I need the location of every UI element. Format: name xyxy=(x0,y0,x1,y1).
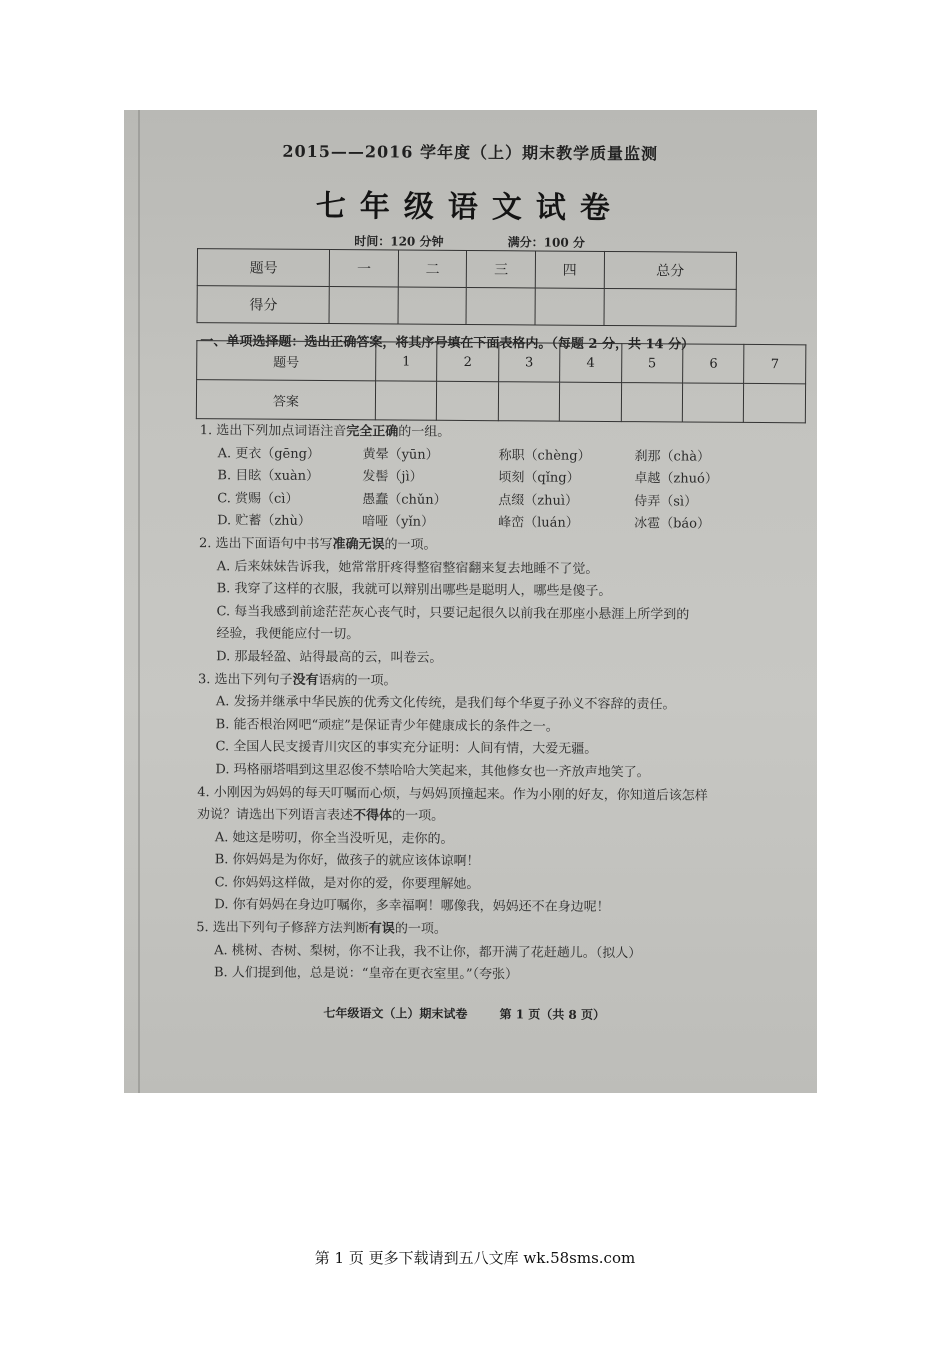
score-cell: 题号 xyxy=(197,249,330,287)
answer-blank xyxy=(560,382,622,421)
answer-blank xyxy=(682,383,744,422)
score-blank xyxy=(604,288,737,326)
answer-cell: 题号 xyxy=(197,341,376,381)
answer-table-header-row xyxy=(197,341,806,384)
score-blank xyxy=(329,287,398,324)
option-a: A. 后来妹妹告诉我，她常常肝疼得整宿整宿翻来复去地睡不了觉。 xyxy=(216,558,599,577)
page-footer: 第 1 页 更多下载请到五八文库 wk.58sms.com xyxy=(314,1249,636,1267)
exam-title: 七年级语文试卷 xyxy=(315,188,624,227)
exam-full-score: 满分：100 分 xyxy=(507,235,585,250)
phonetic-item: 刹那（chà） xyxy=(634,448,711,465)
answer-blank xyxy=(437,381,499,420)
answer-cell: 答案 xyxy=(196,380,375,420)
score-table xyxy=(197,248,738,327)
phonetic-item: 愚蠢（chǔn） xyxy=(362,492,447,508)
section1-heading: 一、单项选择题：选出正确答案，将其序号填在下面表格内。（每题 2 分，共 14 分） xyxy=(200,334,695,353)
question-text: 1. 选出下列加点词语注音 xyxy=(199,423,347,440)
option-c: C. 每当我感到前途茫茫灰心丧气时，只要记起很久以前我在那座小悬涯上所学到的 xyxy=(216,603,690,623)
questions xyxy=(196,420,810,989)
phonetic-item: C. 赏赐（cì） xyxy=(217,491,299,507)
score-table-score-row xyxy=(197,286,736,327)
answer-cell: 7 xyxy=(744,344,806,383)
question-emphasis: 没有 xyxy=(292,672,319,688)
question-text: 5. 选出下列句子修辞方法判断 xyxy=(196,920,369,937)
score-blank xyxy=(398,287,467,324)
question-text: 的一项。 xyxy=(384,537,437,553)
question-text: 的一项。 xyxy=(392,808,445,824)
option-d: D. 你有妈妈在身边叮嘱你，多幸福啊！哪像我，妈妈还不在身边呢！ xyxy=(214,897,610,916)
paper-footer-page: 第 1 页（共 8 页） xyxy=(499,1007,606,1022)
phonetic-item: 称职（chèng） xyxy=(498,447,591,464)
score-blank xyxy=(466,287,535,324)
answer-table-answer-row xyxy=(196,380,805,423)
phonetic-item: 点缀（zhuì） xyxy=(498,492,579,509)
answer-cell: 5 xyxy=(621,344,683,383)
option-a: A. 她这是唠叨，你全当没听见，走你的。 xyxy=(214,829,454,847)
score-cell: 一 xyxy=(330,250,399,287)
paper-footer-title: 七年级语文（上）期末试卷 xyxy=(323,1005,468,1022)
option-b: B. 能否根治网吧“顽症”是保证青少年健康成长的条件之一。 xyxy=(215,716,559,735)
question-text: 的一组。 xyxy=(398,424,451,440)
answer-cell: 3 xyxy=(498,343,560,382)
phonetic-item: 冰雹（báo） xyxy=(634,516,711,533)
score-cell: 四 xyxy=(535,251,604,288)
question-text: 语病的一项。 xyxy=(318,672,397,689)
score-cell: 得分 xyxy=(197,286,330,324)
question-text: 劝说？请选出下列语言表述 xyxy=(197,807,354,824)
question-text: 3. 选出下列句子 xyxy=(197,671,293,688)
question-text: 的一项。 xyxy=(394,921,447,937)
question-text: 2. 选出下面语句中书写 xyxy=(198,536,333,553)
phonetic-item: A. 更衣（gēng） xyxy=(217,445,321,462)
exam-header: 2015——2016 学年度（上）期末教学质量监测 xyxy=(282,141,659,164)
answer-blank xyxy=(375,381,437,420)
score-cell: 三 xyxy=(467,250,536,287)
exam-photo xyxy=(124,110,817,1093)
phonetic-item: D. 贮蓄（zhù） xyxy=(217,513,312,530)
paper-footer xyxy=(124,1003,811,1025)
question-emphasis: 有误 xyxy=(368,921,395,937)
option-c-cont: 经验，我便能应付一切。 xyxy=(216,626,360,643)
score-blank xyxy=(535,288,604,325)
phonetic-item: 卓越（zhuó） xyxy=(634,471,718,487)
phonetic-item: 顷刻（qǐng） xyxy=(498,470,580,486)
score-cell: 二 xyxy=(398,250,467,287)
option-c: C. 你妈妈这样做，是对你的爱，你要理解她。 xyxy=(214,875,480,892)
exam-time: 时间：120 分钟 xyxy=(354,234,444,249)
question-emphasis: 完全正确 xyxy=(346,424,399,440)
phonetic-item: 峰峦（luán） xyxy=(498,515,579,532)
answer-cell: 6 xyxy=(683,344,745,383)
answer-cell: 2 xyxy=(437,342,499,381)
answer-blank xyxy=(744,383,806,422)
option-d: D. 那最轻盈、站得最高的云，叫卷云。 xyxy=(216,649,443,666)
question-4: 4. 小刚因为妈妈的每天叮嘱而心烦，与妈妈顶撞起来。作为小刚的好友，你知道后该怎样 xyxy=(197,784,708,804)
question-emphasis: 不得体 xyxy=(353,808,393,824)
option-b: B. 你妈妈是为你好，做孩子的就应该体谅啊！ xyxy=(214,852,480,870)
exam-paper xyxy=(124,110,817,1093)
answer-cell: 1 xyxy=(375,342,437,381)
answer-blank xyxy=(621,383,683,422)
option-b: B. 人们提到他，总是说：“皇帝在更衣室里。”（夸张） xyxy=(213,965,519,983)
phonetic-item: B. 目眩（xuàn） xyxy=(217,468,320,485)
option-a: A. 桃树、杏树、梨树，你不让我，我不让你，都开满了花赶趟儿。（拟人） xyxy=(214,942,642,961)
phonetic-item: 黄晕（yūn） xyxy=(362,446,439,463)
score-table-header-row xyxy=(197,249,736,290)
answer-cell: 4 xyxy=(560,343,622,382)
option-b: B. 我穿了这样的衣服，我就可以辩别出哪些是聪明人，哪些是傻子。 xyxy=(216,581,612,600)
phonetic-item: 侍弄（sì） xyxy=(634,493,698,510)
answer-table xyxy=(196,340,807,423)
answer-blank xyxy=(498,382,560,421)
option-a: A. 发扬并继承中华民族的优秀文化传统，是我们每个华夏子孙义不容辞的责任。 xyxy=(215,694,676,713)
score-cell: 总分 xyxy=(604,251,737,289)
question-emphasis: 准确无误 xyxy=(332,537,385,553)
option-c: C. 全国人民支援青川灾区的事实充分证明：人间有情，大爱无疆。 xyxy=(215,739,598,758)
option-d: D. 玛格丽塔唱到这里忍俊不禁哈哈大笑起来，其他修女也一齐放声地笑了。 xyxy=(215,762,650,781)
phonetic-item: 喑哑（yǐn） xyxy=(362,514,435,531)
phonetic-item: 发髻（jì） xyxy=(362,469,423,485)
